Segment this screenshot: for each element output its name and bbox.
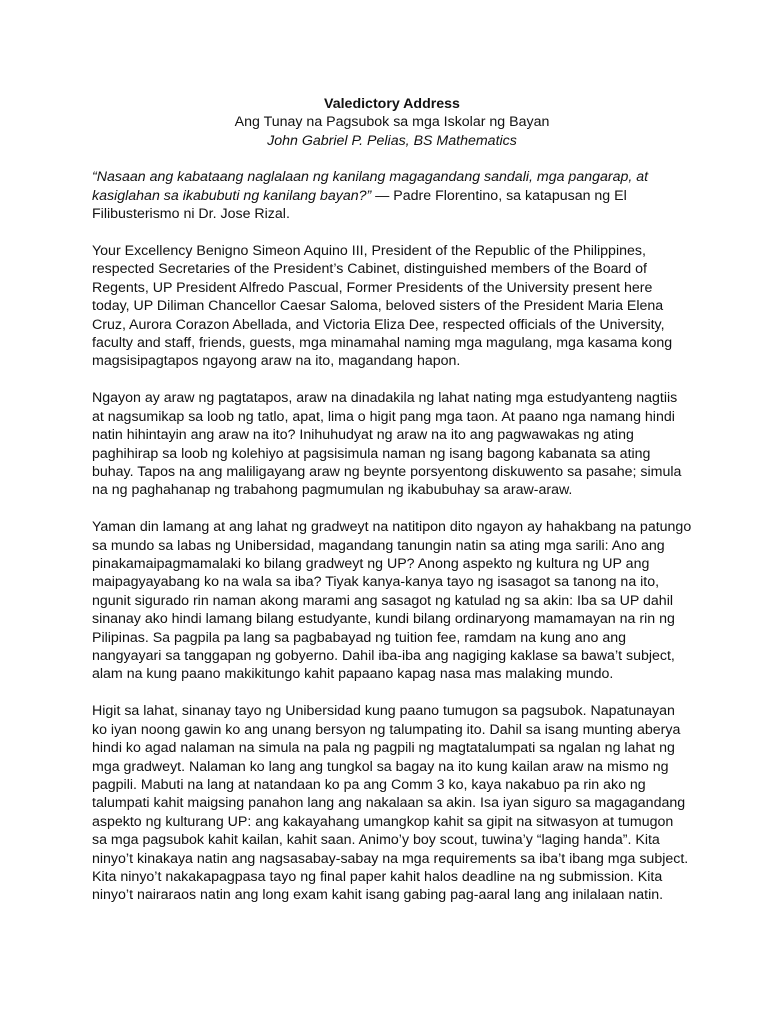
document-title: Valedictory Address — [324, 96, 460, 112]
document-subtitle: Ang Tunay na Pagsubok sa mga Iskolar ng Bayan — [234, 114, 550, 131]
paragraph-graduation-day: Ngayon ay araw ng pagtatapos, araw na dinadakila ng lahat nating mga estudyanteng nagtiis at nagsumikap sa loob ng tatlo, apat, lima o higit pang mga taon. At paano nga namang hindi natin hihintayin ang araw na ito? Inihuhudyat ng araw na ito ang pagwawakas ng ating paghihirap sa loob ng kolehiyo at pagsisimula naman ng isang bagong kabanata sa ating buhay. Tapos na ang maliligayang araw ng beynte porsyentong diskuwento sa pasahe; simula na ng paghahanap ng trabahong pagmumulan ng ikabubuhay sa araw-araw. — [92, 390, 682, 499]
paragraph-challenges: Higit sa lahat, sinanay tayo ng Unibersidad kung paano tumugon sa pagsubok. Napatunayan ko iyan noong gawin ko ang unang bersyon ng talumpating ito. Dahil sa isang munting aberya hindi ko agad nalaman na simula na pala ng pagpili ng magtatalumpati sa ngalan ng lahat ng mga gradweyt. Nalaman ko lang ang tungkol sa bagay na ito kung kailan araw na mismo ng pagpili. Mabuti na lang at natandaan ko pa ang Comm 3 ko, kaya nakabuo pa rin ako ng talumpati kahit maigsing panahon lang ang nakalaan sa akin. Isa iyan siguro sa magagandang aspekto ng kulturang UP: ang kakayahang umangkop kahit sa gipit na sitwasyon at tumugon sa mga pagsubok kahit kailan, kahit saan. Animo’y boy scout, tuwina’y “laging handa”. Kita ninyo’t kinakaya natin ang nagsasabay-sabay na mga requirements sa iba’t ibang mga subject. Kita ninyo’t nakakapagpasa tayo ng final paper kahit halos deadline na ng submission. Kita ninyo’t nairaraos natin ang long exam kahit isang gabing pag-aaral lang ang inilalaan natin. — [92, 703, 689, 904]
document-author: John Gabriel P. Pelias, BS Mathematics — [267, 132, 517, 149]
document-header — [92, 95, 692, 150]
paragraph-up-culture: Yaman din lamang at ang lahat ng gradweyt na natitipon dito ngayon ay hahakbang na patungo sa mundo sa labas ng Unibersidad, magandang tanungin natin sa ating mga sarili: Ano ang pinakamaipagmamalaki ko bilang gradweyt ng UP? Anong aspekto ng kultura ng UP ang maipagyayabang ko na wala sa iba? Tiyak kanya-kanya tayo ng isasagot sa tanong na ito, ngunit sigurado rin naman akong marami ang sasagot ng katulad ng sa akin: Iba sa UP dahil sinanay ako hindi lamang bilang estudyante, kundi bilang ordinaryong mamamayan na rin ng Pilipinas. Sa pagpila pa lang sa pagbabayad ng tuition fee, ramdam na kung ano ang nangyayari sa tanggapan ng gobyerno. Dahil iba-iba ang nagiging kaklase sa bawa’t subject, alam na kung paano makikitungo kahit papaano kapag nasa mas malaking mundo. — [92, 519, 692, 683]
paragraph-salutation: Your Excellency Benigno Simeon Aquino III, President of the Republic of the Philippines, respected Secretaries of the President’s Cabinet, distinguished members of the Board of Regents, UP President Alfredo Pascual, Former Presidents of the University present here today, UP Diliman Chancellor Caesar Saloma, beloved sisters of the President Maria Elena Cruz, Aurora Corazon Abellada, and Victoria Eliza Dee, respected officials of the University, faculty and staff, friends, guests, mga minamahal naming mga magulang, mga kasama kong magsisipagtapos ngayong araw na ito, magandang hapon. — [92, 242, 673, 370]
document-page — [92, 95, 692, 923]
epigraph-quote — [92, 168, 692, 223]
quote-text: “Nasaan ang kabataang naglalaan ng kanilang magagandang sandali, mga pangarap, at kasiglahan sa ikabubuti ng kanilang bayan?” — [92, 169, 649, 204]
quote-attribution: — Padre Florentino, sa katapusan ng El Filibusterismo ni Dr. Jose Rizal. — [92, 187, 627, 223]
